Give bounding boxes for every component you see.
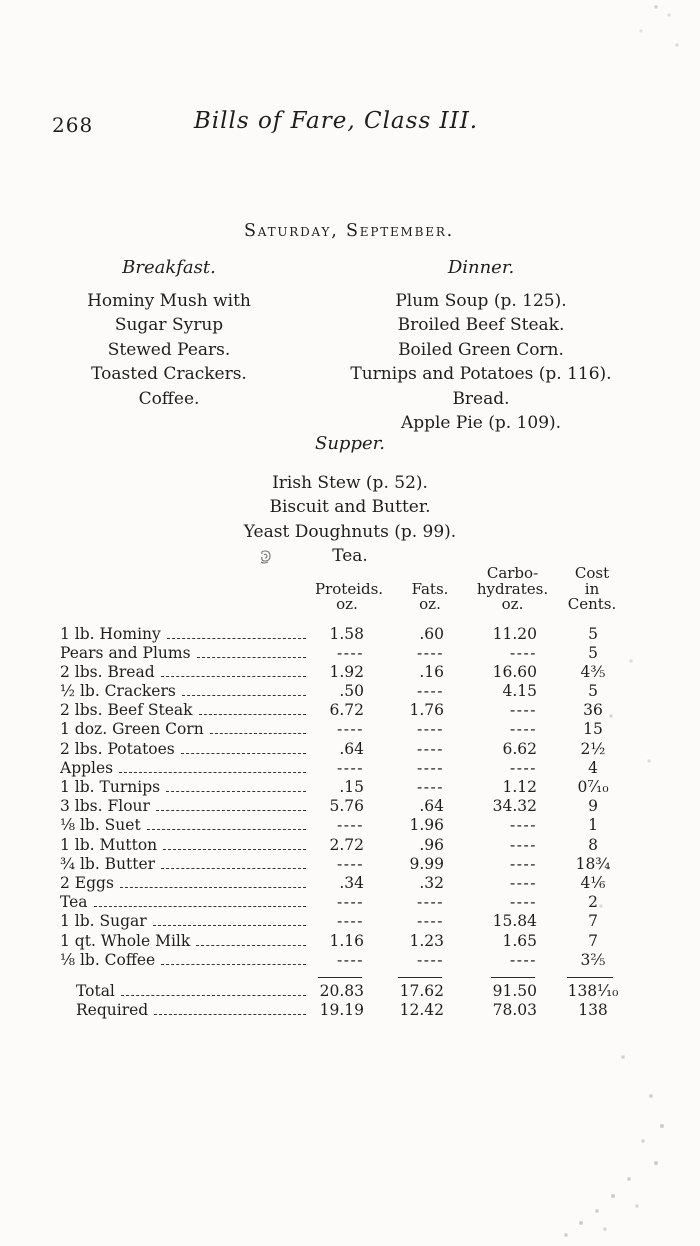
cell-fats: .96	[419, 835, 444, 854]
column-header-line: Carbo-	[486, 564, 539, 582]
page-number: 268	[52, 113, 94, 137]
item-label: 1 lb. Turnips	[60, 778, 161, 796]
menu-item: Biscuit and Butter.	[269, 497, 431, 517]
breakfast-menu	[40, 256, 298, 411]
cell-carbo: ----	[510, 893, 537, 912]
menu-item: Stewed Pears.	[107, 339, 231, 360]
item-label: Tea	[60, 893, 88, 912]
breakfast-title: Breakfast.	[122, 257, 216, 278]
cell-cost: 4	[588, 758, 598, 777]
cell-item	[60, 797, 308, 816]
dotted-leader	[197, 657, 306, 658]
item-label: 1 lb. Mutton	[60, 835, 158, 854]
dotted-leader	[161, 676, 306, 677]
dotted-leader	[94, 906, 306, 907]
cell-fats: .60	[419, 624, 444, 643]
dotted-leader	[181, 753, 306, 754]
cell-carbo: 16.60	[492, 662, 537, 681]
item-label: ½ lb. Crackers	[60, 682, 176, 701]
item-label: 2 Eggs	[60, 873, 114, 892]
day-heading: Saturday, September.	[243, 221, 455, 241]
cell-carbo: ----	[510, 854, 537, 873]
cell-carbo: ----	[510, 835, 537, 854]
cell-fats: ----	[417, 778, 444, 796]
cell-proteids: .50	[339, 682, 364, 701]
dotted-leader	[182, 695, 306, 696]
menu-item: Bread.	[452, 388, 510, 409]
cell-item	[60, 759, 308, 778]
cell-fats: .64	[419, 797, 444, 816]
menu-item: Boiled Green Corn.	[398, 339, 564, 360]
cell-proteids: ----	[337, 854, 364, 873]
column-header-proteids	[315, 579, 384, 613]
dotted-leader	[154, 1014, 306, 1015]
cell-proteids: 20.83	[319, 981, 364, 1000]
cell-item	[60, 778, 308, 797]
dotted-leader	[156, 810, 306, 811]
cell-fats: .32	[419, 873, 444, 892]
cell-carbo: ----	[510, 950, 537, 969]
scan-noise	[0, 0, 2, 2]
cell-item	[60, 932, 308, 951]
cell-proteids: ----	[337, 720, 364, 739]
cell-cost: 138	[578, 1001, 608, 1020]
item-label: Required	[76, 1001, 149, 1020]
cell-cost: 36	[583, 701, 603, 720]
cell-item	[60, 682, 308, 701]
table-header	[60, 566, 638, 625]
column-header-line: oz.	[501, 595, 524, 613]
table-row	[60, 778, 638, 797]
cell-cost: 9	[588, 797, 598, 816]
cell-proteids: ----	[337, 950, 364, 969]
dotted-leader	[210, 733, 306, 734]
cell-item	[60, 893, 308, 912]
total-rules	[60, 973, 638, 982]
column-header-line: in	[584, 579, 600, 598]
column-header-carbo	[466, 566, 559, 613]
dotted-leader	[161, 964, 306, 965]
table-footer	[60, 982, 638, 1020]
item-label: 1 lb. Hominy	[60, 624, 161, 643]
cell-carbo: 11.20	[492, 624, 537, 643]
item-label: 2 lbs. Bread	[60, 662, 155, 681]
dotted-leader	[163, 849, 306, 850]
cell-item	[60, 816, 308, 835]
table-row	[60, 663, 638, 682]
column-header-line: Proteids.	[315, 579, 384, 598]
column-header-fats	[390, 579, 470, 613]
required-row	[60, 1001, 638, 1020]
item-label: 2 lbs. Beef Steak	[60, 701, 193, 720]
table-row	[60, 625, 638, 644]
cell-cost: 1	[588, 816, 598, 835]
column-header-line: Cents.	[567, 595, 617, 613]
item-label: 1 qt. Whole Milk	[60, 931, 191, 950]
table-row	[60, 644, 638, 663]
menu-item: Toasted Crackers.	[91, 364, 247, 384]
item-label: 2 lbs. Potatoes	[60, 739, 175, 758]
cell-proteids: ----	[337, 912, 364, 931]
dotted-leader	[167, 638, 306, 639]
dotted-leader	[147, 829, 306, 830]
item-label: 1 doz. Green Corn	[60, 720, 204, 739]
table-row	[60, 912, 638, 931]
table-row	[60, 740, 638, 759]
cell-cost: 138¹⁄₁₀	[567, 981, 619, 1000]
cell-fats: ----	[417, 893, 444, 912]
cell-fats: ----	[417, 950, 444, 969]
cell-carbo: 15.84	[492, 912, 537, 931]
item-label: ⅛ lb. Coffee	[60, 950, 156, 969]
column-header-line: hydrates.	[476, 579, 549, 598]
item-label: ⅛ lb. Suet	[60, 816, 141, 835]
cell-cost: 2	[588, 893, 598, 912]
dinner-menu	[298, 256, 664, 436]
item-label: 1 lb. Sugar	[60, 912, 147, 931]
cell-fats: ----	[417, 912, 444, 931]
menu-item: Plum Soup (p. 125).	[395, 290, 567, 311]
cell-item	[60, 625, 308, 644]
cell-proteids: ----	[337, 643, 364, 662]
cell-fats: 17.62	[399, 981, 444, 1000]
menu-item: Irish Stew (p. 52).	[272, 472, 428, 493]
cell-carbo: ----	[510, 720, 537, 739]
dinner-title: Dinner.	[447, 257, 515, 278]
cell-fats: 1.76	[409, 701, 444, 720]
cell-item	[60, 720, 308, 739]
printer-ornament-icon	[258, 549, 274, 566]
cell-proteids: ----	[337, 893, 364, 912]
menu-item: Yeast Doughnuts (p. 99).	[243, 521, 457, 542]
cell-fats: ----	[417, 758, 444, 777]
item-label: Pears and Plums	[60, 643, 191, 662]
column-header-line: Fats.	[411, 579, 449, 598]
cell-cost: 4⅙	[580, 873, 606, 892]
cell-carbo: 1.12	[502, 778, 537, 796]
cell-proteids: 1.58	[329, 624, 364, 643]
cell-proteids: .64	[339, 739, 364, 758]
cell-carbo: 91.50	[492, 981, 537, 1000]
table-row	[60, 893, 638, 912]
sum-rule	[318, 977, 362, 978]
cell-cost: 0⁷⁄₁₀	[577, 778, 609, 796]
running-title: Bills of Fare, Class III.	[193, 108, 479, 134]
table-row	[60, 682, 638, 701]
cell-item	[60, 951, 308, 970]
dotted-leader	[119, 772, 306, 773]
cell-proteids: ----	[337, 816, 364, 835]
dotted-leader	[161, 868, 306, 869]
column-header-cost	[547, 566, 637, 613]
table-row	[60, 759, 638, 778]
table-body	[60, 625, 638, 970]
breakfast-items	[40, 289, 298, 412]
item-label: Total	[76, 981, 115, 1000]
cell-carbo: 4.15	[502, 682, 537, 701]
cell-item	[60, 644, 308, 663]
cell-cost: 4⅗	[580, 662, 606, 681]
cell-cost: 18¾	[575, 854, 611, 873]
cell-carbo: 34.32	[492, 797, 537, 816]
table-row	[60, 701, 638, 720]
cell-carbo: ----	[510, 873, 537, 892]
item-label: Apples	[60, 758, 114, 777]
menu-item: Sugar Syrup	[114, 315, 224, 335]
sum-rule	[567, 977, 613, 978]
cell-cost: 5	[588, 643, 598, 662]
table-row	[60, 951, 638, 970]
supper-items	[0, 471, 700, 569]
cell-cost: 5	[588, 624, 598, 643]
item-label: ¾ lb. Butter	[60, 854, 156, 873]
cell-item	[60, 1001, 308, 1020]
table-row	[60, 797, 638, 816]
cell-carbo: 1.65	[502, 931, 537, 950]
cell-proteids: 1.16	[329, 931, 364, 950]
column-header-line: oz.	[336, 595, 358, 613]
cell-carbo: 78.03	[492, 1001, 537, 1020]
column-header-line: oz.	[419, 595, 441, 613]
cell-proteids: .15	[339, 778, 364, 796]
cell-fats: ----	[417, 720, 444, 739]
table-row	[60, 874, 638, 893]
cell-fats: ----	[417, 643, 444, 662]
dotted-leader	[199, 714, 306, 715]
cell-item	[60, 701, 308, 720]
cell-proteids: 6.72	[329, 701, 364, 720]
cell-fats: 1.96	[409, 816, 444, 835]
cell-item	[60, 982, 308, 1001]
cell-cost: 15	[583, 720, 603, 739]
dotted-leader	[120, 887, 306, 888]
cell-proteids: 1.92	[329, 662, 364, 681]
cell-carbo: ----	[510, 643, 537, 662]
menu-item: Turnips and Potatoes (p. 116).	[350, 364, 612, 384]
menu-item: Broiled Beef Steak.	[397, 315, 565, 335]
cell-carbo: 6.62	[502, 739, 537, 758]
cell-fats: ----	[417, 682, 444, 701]
column-header-line: Cost	[574, 564, 610, 582]
cell-item	[60, 836, 308, 855]
cell-carbo: ----	[510, 701, 537, 720]
dotted-leader	[166, 791, 306, 792]
cell-cost: 7	[588, 931, 598, 950]
dotted-leader	[121, 995, 306, 996]
cell-proteids: 19.19	[319, 1001, 364, 1020]
menu-item: Coffee.	[138, 388, 200, 409]
cell-carbo: ----	[510, 816, 537, 835]
cell-proteids: .34	[339, 873, 364, 892]
cell-carbo: ----	[510, 758, 537, 777]
cell-cost: 7	[588, 912, 598, 931]
cell-item	[60, 874, 308, 893]
cell-fats: ----	[417, 739, 444, 758]
dinner-items	[298, 289, 664, 436]
cell-proteids: ----	[337, 758, 364, 777]
nutrition-table	[60, 566, 638, 1020]
menu-item: Tea.	[332, 546, 368, 566]
cell-cost: 2½	[580, 739, 606, 758]
dotted-leader	[196, 945, 306, 946]
cell-proteids: 5.76	[329, 797, 364, 816]
cell-cost: 3⅖	[580, 950, 606, 969]
cell-proteids: 2.72	[329, 835, 364, 854]
cell-fats: 9.99	[409, 854, 444, 873]
supper-title: Supper.	[315, 433, 385, 454]
menu-item: Hominy Mush with	[87, 290, 251, 311]
table-row	[60, 720, 638, 739]
dotted-leader	[153, 925, 306, 926]
table-row	[60, 816, 638, 835]
cell-fats: 12.42	[399, 1001, 444, 1020]
menu-item: Apple Pie (p. 109).	[400, 413, 562, 433]
cell-item	[60, 740, 308, 759]
table-row	[60, 855, 638, 874]
table-row	[60, 932, 638, 951]
cell-item	[60, 663, 308, 682]
item-label: 3 lbs. Flour	[60, 797, 150, 816]
cell-fats: 1.23	[409, 931, 444, 950]
supper-menu	[0, 432, 700, 569]
cell-item	[60, 912, 308, 931]
cell-fats: .16	[419, 662, 444, 681]
table-row	[60, 836, 638, 855]
sum-rule	[398, 977, 442, 978]
sum-rule	[491, 977, 535, 978]
cell-item	[60, 855, 308, 874]
cell-cost: 8	[588, 835, 598, 854]
cell-cost: 5	[588, 682, 598, 701]
total-row	[60, 982, 638, 1001]
